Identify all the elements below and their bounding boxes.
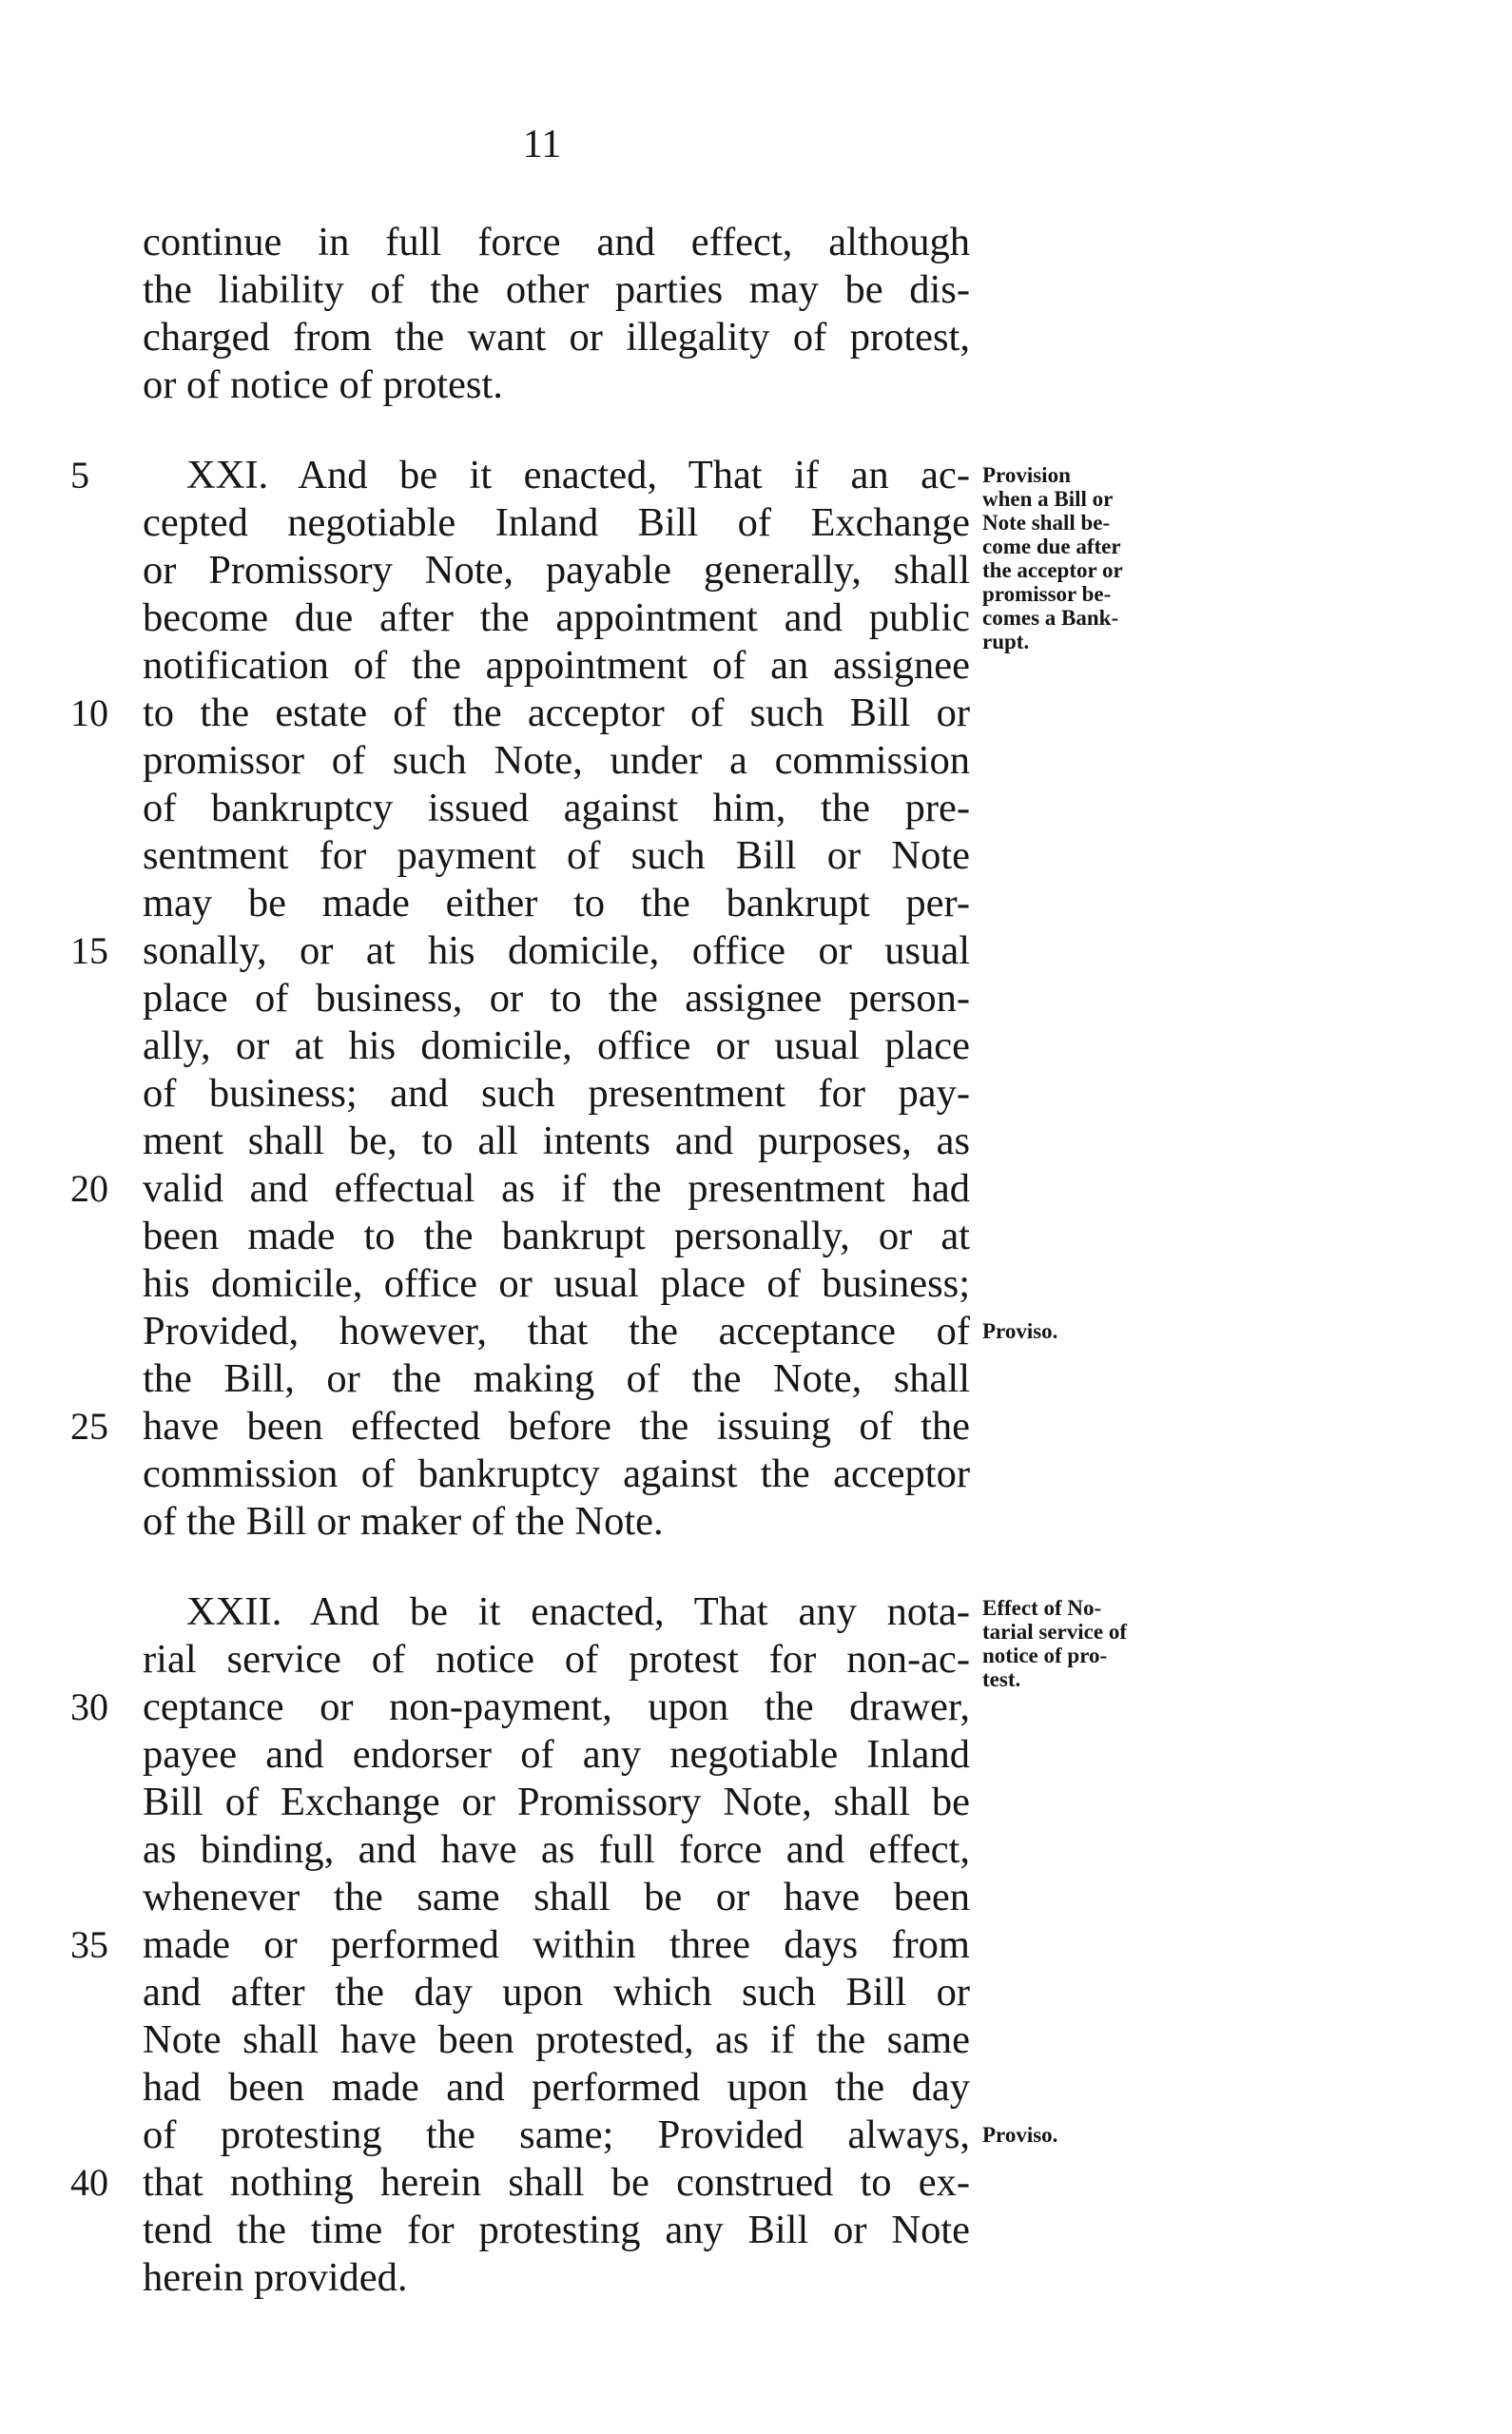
line-number: 5 [70,454,89,497]
margin-note-line: tarial service of [982,1620,1127,1644]
text-line: the Bill, or the making of the Note, shall [143,1356,970,1401]
margin-note-line: when a Bill or [982,487,1114,511]
text-line: may be made either to the bankrupt per- [143,881,970,925]
text-line: continue in full force and effect, although [143,220,970,264]
margin-note-line: test. [982,1667,1021,1691]
text-line: herein provided. [143,2255,408,2300]
margin-note-provision [982,463,1192,653]
text-line: promissor of such Note, under a commission [143,738,970,783]
text-line: Provided, however, that the acceptance of [143,1309,970,1353]
text-line: Bill of Exchange or Promissory Note, shall be [143,1780,970,1824]
text-line: as binding, and have as full force and effect, [143,1827,970,1872]
line-number: 20 [70,1167,108,1210]
text-line: rial service of notice of protest for non-ac- [143,1637,970,1682]
text-line: of protesting the same; Provided always, [143,2113,970,2157]
margin-note-line: rupt. [982,630,1030,653]
text-line: valid and effectual as if the presentment had [143,1166,970,1211]
text-line: charged from the want or illegality of protest, [143,315,970,360]
text-line: of the Bill or maker of the Note. [143,1499,664,1544]
text-line: have been effected before the issuing of the [143,1404,970,1449]
line-number: 40 [70,2161,108,2204]
margin-note-line: Note shall be- [982,511,1111,535]
text-line: of business; and such presentment for pay- [143,1071,970,1116]
text-line: place of business, or to the assignee person- [143,976,970,1021]
margin-note-line: Effect of No- [982,1596,1102,1620]
text-line: cepted negotiable Inland Bill of Exchange [143,500,970,545]
text-line: that nothing herein shall be construed to ex- [143,2160,970,2205]
text-line: or Promissory Note, payable generally, shall [143,548,970,593]
line-number: 10 [70,691,108,734]
text-line: become due after the appointment and public [143,595,970,640]
text-line: made or performed within three days from [143,1922,970,1967]
text-line: the liability of the other parties may be dis- [143,267,970,312]
text-line: Note shall have been protested, as if the same [143,2017,970,2062]
margin-note-effect-notarial-service [982,1596,1192,1691]
page-number: 11 [522,123,562,166]
text-line: and after the day upon which such Bill or [143,1970,970,2015]
text-line: sentment for payment of such Bill or Note [143,833,970,878]
text-line: ment shall be, to all intents and purposes, as [143,1119,970,1163]
margin-note-line: Provision [982,463,1071,487]
text-line: notification of the appointment of an assignee [143,643,970,688]
text-line: ceptance or non-payment, upon the drawer, [143,1684,970,1729]
margin-note-line: comes a Bank- [982,606,1119,630]
margin-note-line: promissor be- [982,582,1112,606]
line-number: 25 [70,1405,108,1448]
line-number: 35 [70,1923,108,1966]
margin-note-line: Proviso. [982,2123,1058,2147]
section-heading-line: XXI. And be it enacted, That if an ac- [186,453,970,497]
text-line: of bankruptcy issued against him, the pre- [143,786,970,830]
text-line: to the estate of the acceptor of such Bill or [143,691,970,735]
margin-note-line: notice of pro- [982,1644,1108,1667]
text-line: commission of bankruptcy against the acceptor [143,1451,970,1496]
text-line: sonally, or at his domicile, office or usual [143,928,970,973]
margin-note-line: come due after [982,535,1121,558]
text-line: ally, or at his domicile, office or usual place [143,1023,970,1068]
line-number: 30 [70,1685,108,1728]
text-line: had been made and performed upon the day [143,2065,970,2110]
margin-note-line: the acceptor or [982,558,1123,582]
section-heading-line: XXII. And be it enacted, That any nota- [186,1589,970,1634]
text-line: or of notice of protest. [143,362,503,407]
margin-note-line: Proviso. [982,1319,1058,1343]
text-line: tend the time for protesting any Bill or Note [143,2208,970,2252]
margin-note-proviso [982,2123,1192,2147]
margin-note-proviso [982,1319,1192,1343]
text-line: whenever the same shall be or have been [143,1875,970,1919]
text-line: his domicile, office or usual place of business; [143,1261,970,1306]
line-number: 15 [70,929,108,972]
text-line: been made to the bankrupt personally, or at [143,1214,970,1258]
text-line: payee and endorser of any negotiable Inland [143,1732,970,1777]
